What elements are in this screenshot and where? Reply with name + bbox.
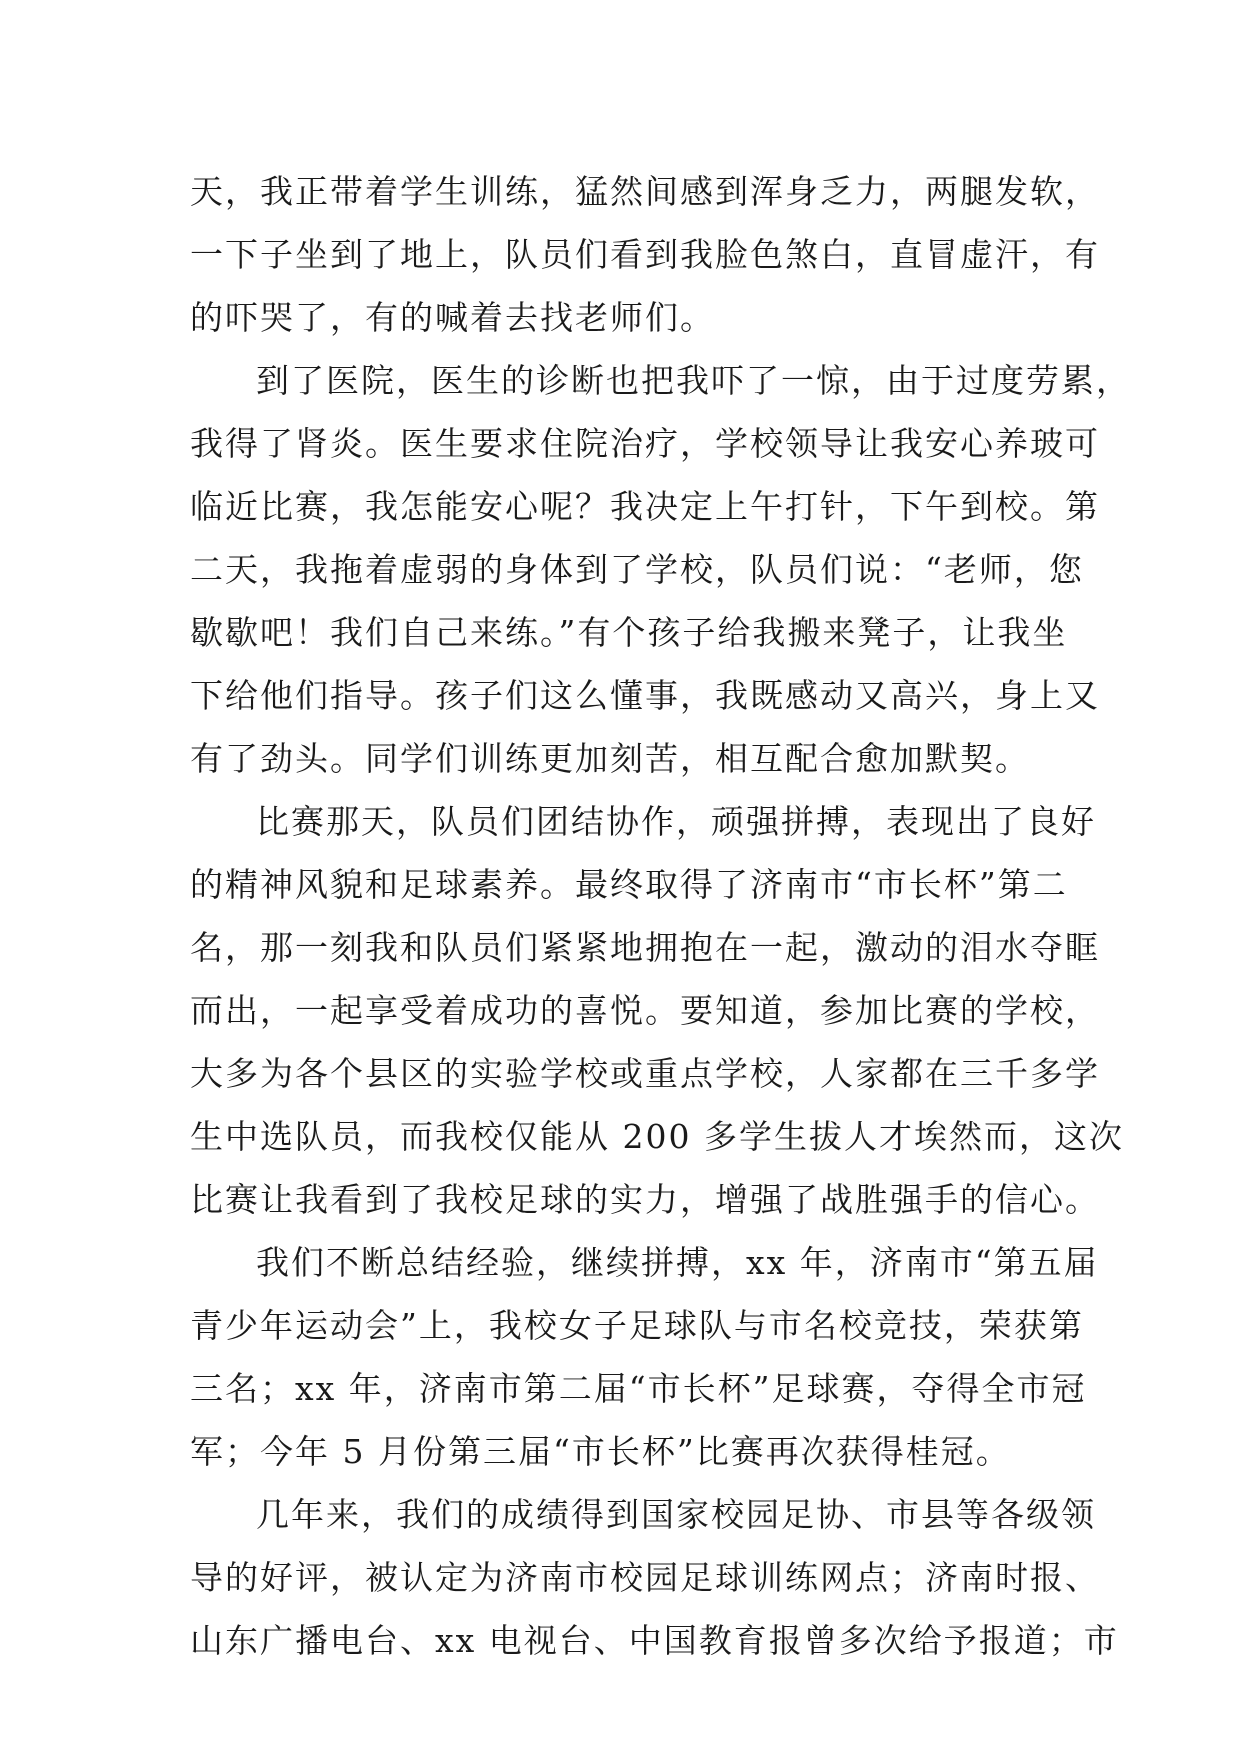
- text-line: 有了劲头。同学们训练更加刻苦，相互配合愈加默契。: [190, 739, 1030, 778]
- text-line: 比赛让我看到了我校足球的实力，增强了战胜强手的信心。: [190, 1180, 1100, 1219]
- text-line: 我们不断总结经验，继续拼搏，xx 年，济南市“第五届: [256, 1243, 1099, 1282]
- text-line: 二天，我拖着虚弱的身体到了学校，队员们说：“老师，您: [190, 550, 1084, 589]
- text-line: 山东广播电台、xx 电视台、中国教育报曾多次给予报道；市: [190, 1621, 1119, 1660]
- document-body: [190, 160, 1131, 1672]
- text-line: 到了医院，医生的诊断也把我吓了一惊，由于过度劳累，: [256, 361, 1131, 400]
- text-line: 临近比赛，我怎能安心呢？我决定上午打针，下午到校。第: [190, 487, 1100, 526]
- text-line: 我得了肾炎。医生要求住院治疗，学校领导让我安心养玻可: [190, 424, 1100, 463]
- text-line: 导的好评，被认定为济南市校园足球训练网点；济南时报、: [190, 1558, 1100, 1597]
- text-line: 比赛那天，队员们团结协作，顽强拼搏，表现出了良好: [256, 802, 1096, 841]
- text-line: 歇歇吧！我们自己来练。”有个孩子给我搬来凳子，让我坐: [190, 613, 1068, 652]
- text-line: 几年来，我们的成绩得到国家校园足协、市县等各级领: [256, 1495, 1096, 1534]
- text-line: 下给他们指导。孩子们这么懂事，我既感动又高兴，身上又: [190, 676, 1100, 715]
- text-line: 军；今年 5 月份第三届“市长杯”比赛再次获得桂冠。: [190, 1432, 1011, 1471]
- text-line: 青少年运动会”上，我校女子足球队与市名校竞技，荣获第: [190, 1306, 1084, 1345]
- text-line: 生中选队员，而我校仅能从 200 多学生拔人才埃然而，这次: [190, 1117, 1124, 1156]
- text-line: 大多为各个县区的实验学校或重点学校，人家都在三千多学: [190, 1054, 1100, 1093]
- text-line: 的精神风貌和足球素养。最终取得了济南市“市长杯”第二: [190, 865, 1068, 904]
- text-line: 名，那一刻我和队员们紧紧地拥抱在一起，激动的泪水夺眶: [190, 928, 1100, 967]
- text-line: 三名；xx 年，济南市第二届“市长杯”足球赛，夺得全市冠: [190, 1369, 1087, 1408]
- text-line: 一下子坐到了地上，队员们看到我脸色煞白，直冒虚汗，有: [190, 235, 1100, 274]
- text-line: 的吓哭了，有的喊着去找老师们。: [190, 298, 715, 337]
- text-line: 而出，一起享受着成功的喜悦。要知道，参加比赛的学校，: [190, 991, 1100, 1030]
- text-line: 天，我正带着学生训练，猛然间感到浑身乏力，两腿发软，: [190, 172, 1100, 211]
